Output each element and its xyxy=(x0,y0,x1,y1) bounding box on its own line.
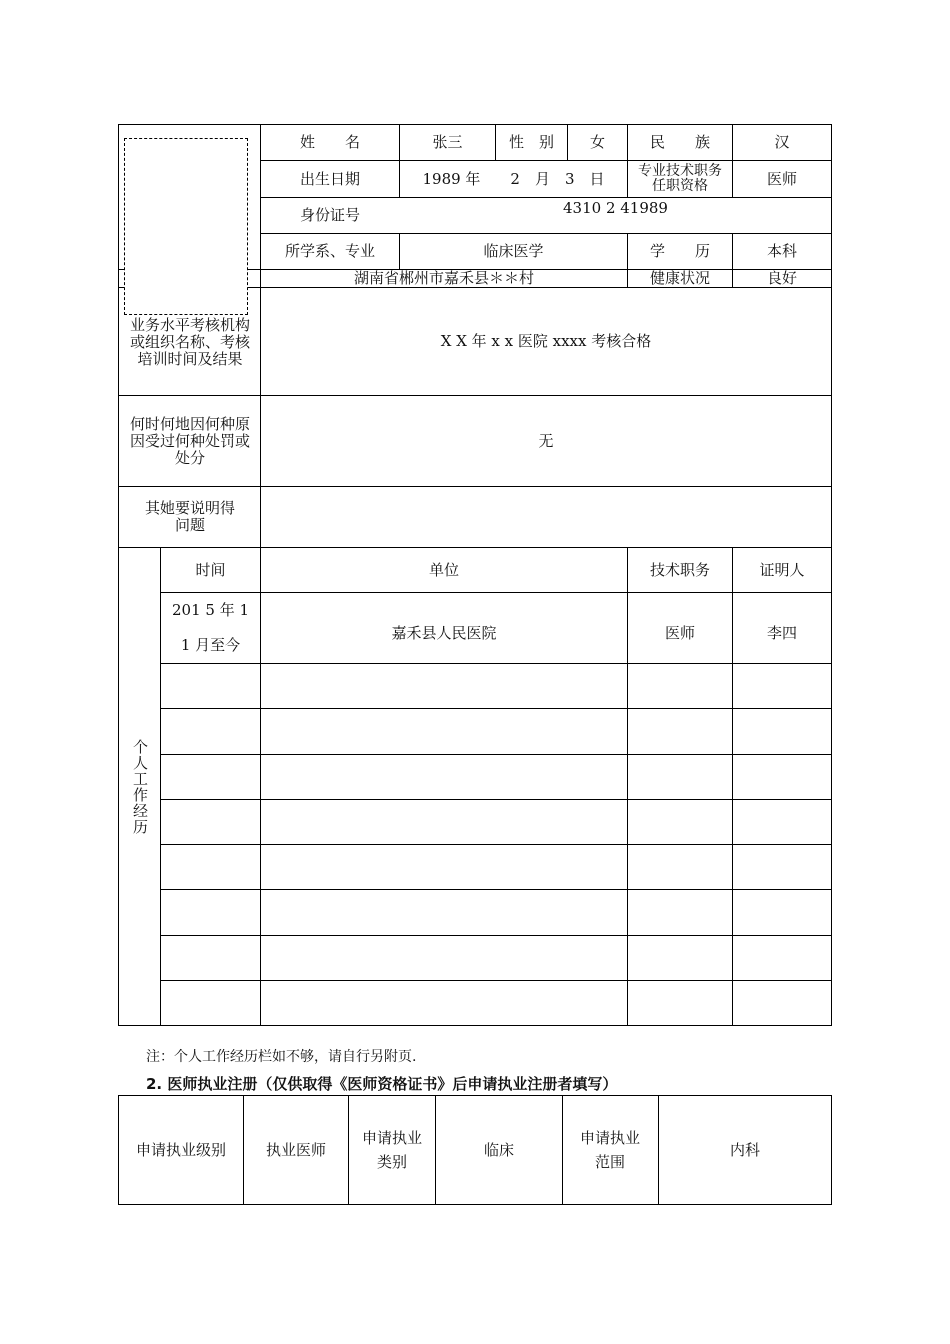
ethnicity-label: 民 族 xyxy=(649,133,710,151)
id-number-label: 身份证号 xyxy=(299,206,360,224)
reg-col-divider xyxy=(831,1095,832,1205)
health-label: 健康状况 xyxy=(649,269,710,287)
assessment-value: X X 年 x x 医院 xxxx 考核合格 xyxy=(440,332,652,350)
work-history-side-label: 个人工作经历 xyxy=(131,738,149,835)
birth-value: 1989 年 2 月 3 日 xyxy=(422,169,605,188)
reg-table-bottom xyxy=(118,1204,832,1205)
professional-title-value: 医师 xyxy=(766,169,797,188)
row-divider xyxy=(160,708,832,709)
entry-unit: 嘉禾县人民医院 xyxy=(391,623,497,642)
other-issues-label: 其她要说明得问题 xyxy=(144,499,235,534)
health-value: 良好 xyxy=(766,269,797,287)
name-value: 张三 xyxy=(432,133,463,151)
header-time: 时间 xyxy=(195,560,226,579)
other-issues-value xyxy=(261,487,831,547)
entry-time-line2: 1 月至今 xyxy=(180,636,241,654)
reg-col-divider xyxy=(562,1095,563,1205)
practice-scope-label: 申请执业范围 xyxy=(579,1129,640,1171)
photo-placeholder xyxy=(124,138,248,315)
table-right-border xyxy=(831,124,832,1026)
work-history-note: 注：个人工作经历栏如不够，请自行另附页. xyxy=(146,1049,417,1065)
header-witness: 证明人 xyxy=(759,560,805,579)
punishment-label: 何时何地因何种原因受过何种处罚或处分 xyxy=(129,414,250,467)
entry-position: 医师 xyxy=(664,623,695,642)
row-divider xyxy=(160,844,832,845)
table-bottom-border xyxy=(118,1025,832,1026)
entry-time-line1: 201 5 年 1 xyxy=(171,601,250,619)
gender-value: 女 xyxy=(589,133,605,151)
row-divider xyxy=(160,980,832,981)
id-number-value: 4310 2 41989 xyxy=(563,198,668,217)
address-value: 湖南省郴州市嘉禾县＊＊村 xyxy=(353,269,534,287)
education-value: 本科 xyxy=(766,242,797,260)
ethnicity-value: 汉 xyxy=(774,133,790,151)
row-divider xyxy=(160,754,832,755)
name-label: 姓 名 xyxy=(299,133,360,151)
education-label: 学 历 xyxy=(649,242,710,260)
row-divider xyxy=(160,799,832,800)
major-value: 临床医学 xyxy=(483,242,544,260)
practice-category-value: 临床 xyxy=(483,1140,514,1159)
practice-category-label: 申请执业类别 xyxy=(362,1129,423,1171)
assessment-label: 业务水平考核机构或组织名称、考核培训时间及结果 xyxy=(129,315,250,368)
practice-level-label: 申请执业级别 xyxy=(135,1140,226,1159)
professional-title-label: 专业技术职务任职资格 xyxy=(638,163,722,194)
major-label: 所学系、专业 xyxy=(284,242,375,260)
row-divider xyxy=(160,889,832,890)
registration-heading: 2. 医师执业注册（仅供取得《医师资格证书》后申请执业注册者填写） xyxy=(146,1075,618,1093)
practice-level-value: 执业医师 xyxy=(265,1140,326,1159)
header-position: 技术职务 xyxy=(649,560,710,579)
gender-label: 性 别 xyxy=(508,133,554,151)
entry-time xyxy=(161,593,260,663)
header-unit: 单位 xyxy=(428,560,459,579)
row-divider xyxy=(160,935,832,936)
birth-label: 出生日期 xyxy=(299,169,360,188)
reg-col-divider xyxy=(348,1095,349,1205)
practice-scope-value: 内科 xyxy=(729,1140,760,1159)
entry-witness: 李四 xyxy=(766,623,797,642)
punishment-value: 无 xyxy=(538,431,554,450)
